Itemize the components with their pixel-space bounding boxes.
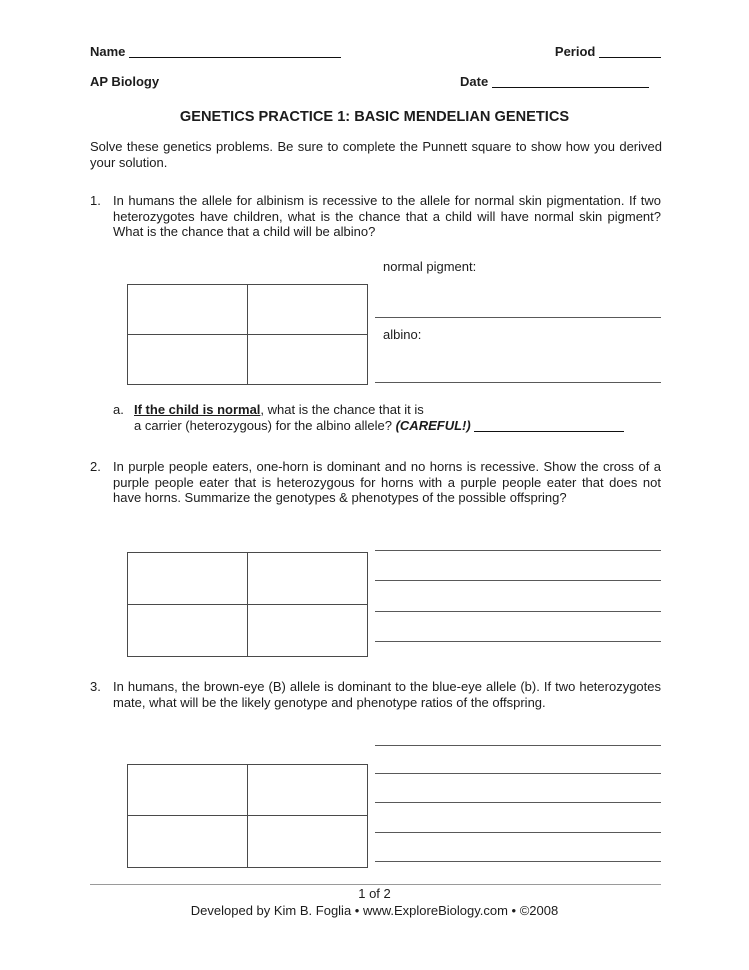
answer-line bbox=[375, 773, 661, 774]
punnett-square-1 bbox=[127, 284, 368, 385]
question-2-text: In purple people eaters, one-horn is dominant and no horns is recessive. Show the cross of a purple people eater that is heterozygous for horns with a purple people eater that does not have horns. Summarize the genotypes & phenotypes of the possible offspring? bbox=[113, 459, 661, 505]
albino-label: albino: bbox=[383, 327, 422, 342]
question-3-text: In humans, the brown-eye (B) allele is dominant to the blue-eye allele (b). If two heterozygotes mate, what will be the likely genotype and phenotype ratios of the offspring. bbox=[113, 679, 661, 710]
punnett-cell bbox=[248, 335, 368, 385]
answer-line bbox=[375, 745, 661, 746]
question-1-number: 1. bbox=[90, 193, 101, 208]
normal-pigment-label: normal pigment: bbox=[383, 259, 477, 274]
punnett-cell bbox=[128, 765, 248, 816]
question-1a bbox=[113, 402, 661, 433]
name-blank bbox=[129, 45, 341, 58]
period-field bbox=[555, 44, 661, 60]
answer-line bbox=[375, 802, 661, 803]
answer-line bbox=[375, 861, 661, 862]
footer-credit: Developed by Kim B. Foglia • www.ExploreBiology.com • ©2008 bbox=[190, 903, 559, 918]
answer-line bbox=[375, 317, 661, 318]
page-title: GENETICS PRACTICE 1: BASIC MENDELIAN GENETICS bbox=[179, 109, 570, 125]
question-1a-line2-text: a carrier (heterozygous) for the albino allele? bbox=[134, 417, 396, 433]
punnett-cell bbox=[128, 553, 248, 605]
answer-line bbox=[375, 832, 661, 833]
question-1a-rest: , what is the chance that it is bbox=[260, 402, 424, 417]
punnett-cell bbox=[128, 816, 248, 867]
intro-text: Solve these genetics problems. Be sure to complete the Punnett square to show how you derived your solution. bbox=[90, 139, 662, 170]
punnett-cell bbox=[128, 335, 248, 385]
punnett-cell bbox=[128, 285, 248, 335]
answer-line bbox=[375, 382, 661, 383]
course-label: AP Biology bbox=[90, 74, 160, 89]
answer-line bbox=[375, 550, 661, 551]
date-field bbox=[460, 74, 649, 90]
name-field bbox=[90, 44, 341, 60]
question-1a-letter: a. bbox=[113, 402, 124, 417]
answer-line bbox=[375, 580, 661, 581]
question-2-number: 2. bbox=[90, 459, 101, 474]
question-1a-line1 bbox=[113, 402, 661, 418]
date-blank bbox=[492, 75, 649, 88]
question-2 bbox=[90, 459, 661, 506]
question-3 bbox=[90, 679, 661, 710]
period-label: Period bbox=[554, 44, 596, 59]
question-3-number: 3. bbox=[90, 679, 101, 694]
answer-line bbox=[375, 641, 661, 642]
punnett-cell bbox=[248, 553, 368, 605]
header-row-2 bbox=[90, 74, 661, 90]
question-1 bbox=[90, 193, 661, 240]
question-1-text: In humans the allele for albinism is recessive to the allele for normal skin pigmentation. If two heterozygotes have children, what is the chance that a child will have normal skin pigment? What is the chance that a child will be albino? bbox=[113, 193, 661, 239]
punnett-cell bbox=[248, 285, 368, 335]
header-row-1 bbox=[90, 44, 661, 60]
question-1a-blank bbox=[474, 419, 624, 432]
punnett-square-3 bbox=[127, 764, 368, 868]
footer-divider bbox=[90, 884, 661, 885]
punnett-cell bbox=[128, 605, 248, 657]
punnett-cell bbox=[248, 816, 368, 867]
punnett-square-2 bbox=[127, 552, 368, 657]
page-number: 1 of 2 bbox=[358, 886, 391, 901]
name-label: Name bbox=[90, 44, 126, 59]
period-blank bbox=[599, 45, 661, 58]
question-1a-line2 bbox=[134, 418, 661, 434]
answer-line bbox=[375, 611, 661, 612]
date-label: Date bbox=[460, 74, 489, 89]
punnett-cell bbox=[248, 765, 368, 816]
punnett-cell bbox=[248, 605, 368, 657]
question-1a-emphasis: If the child is normal bbox=[134, 402, 261, 417]
question-1a-careful: (CAREFUL!) bbox=[395, 417, 471, 433]
